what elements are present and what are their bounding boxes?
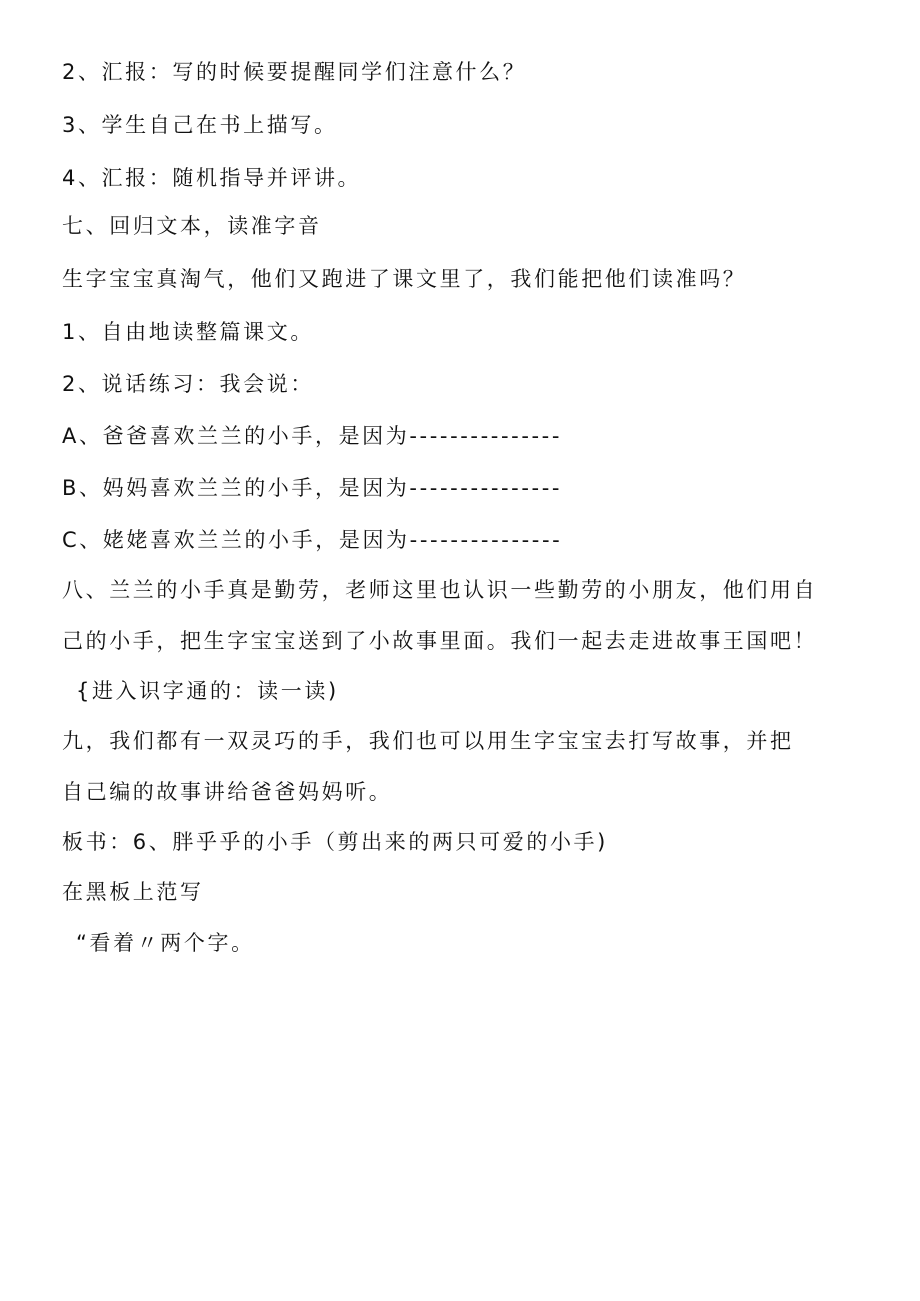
text-line-tell-parents: 自己编的故事讲给爸爸妈妈听。 <box>62 780 393 804</box>
text-line-option-c: C、姥姥喜欢兰兰的小手，是因为--------------- <box>62 528 563 552</box>
text-line-option-b: B、妈妈喜欢兰兰的小手，是因为--------------- <box>62 476 563 500</box>
section-heading-seven: 七、回归文本，读准字音 <box>62 214 322 238</box>
text-line-speaking-practice: 2、说话练习：我会说： <box>62 372 314 396</box>
text-line-report-guidance: 4、汇报：随机指导并评讲。 <box>62 166 362 190</box>
text-line-blackboard-model: 在黑板上范写 <box>62 880 204 904</box>
text-line-student-trace: 3、学生自己在书上描写。 <box>62 113 338 137</box>
text-line-report-writing: 2、汇报：写的时候要提醒同学们注意什么？ <box>62 60 527 84</box>
section-heading-nine: 九，我们都有一双灵巧的手，我们也可以用生字宝宝去打写故事，并把 <box>62 729 794 753</box>
text-line-literacy-reading: {进入识字通的：读一读) <box>76 679 339 703</box>
text-line-free-reading: 1、自由地读整篇课文。 <box>62 320 314 344</box>
text-line-board-title: 板书：6、胖乎乎的小手（剪出来的两只可爱的小手) <box>62 830 608 854</box>
text-line-two-characters: “看着〃两个字。 <box>76 931 255 955</box>
text-line-option-a: A、爸爸喜欢兰兰的小手，是因为--------------- <box>62 424 563 448</box>
text-line-story-kingdom: 己的小手，把生字宝宝送到了小故事里面。我们一起去走进故事王国吧！ <box>62 629 818 653</box>
section-heading-eight: 八、兰兰的小手真是勤劳，老师这里也认识一些勤劳的小朋友，他们用自 <box>62 578 818 602</box>
text-line-naughty-characters: 生字宝宝真淘气，他们又跑进了课文里了，我们能把他们读准吗？ <box>62 267 747 291</box>
